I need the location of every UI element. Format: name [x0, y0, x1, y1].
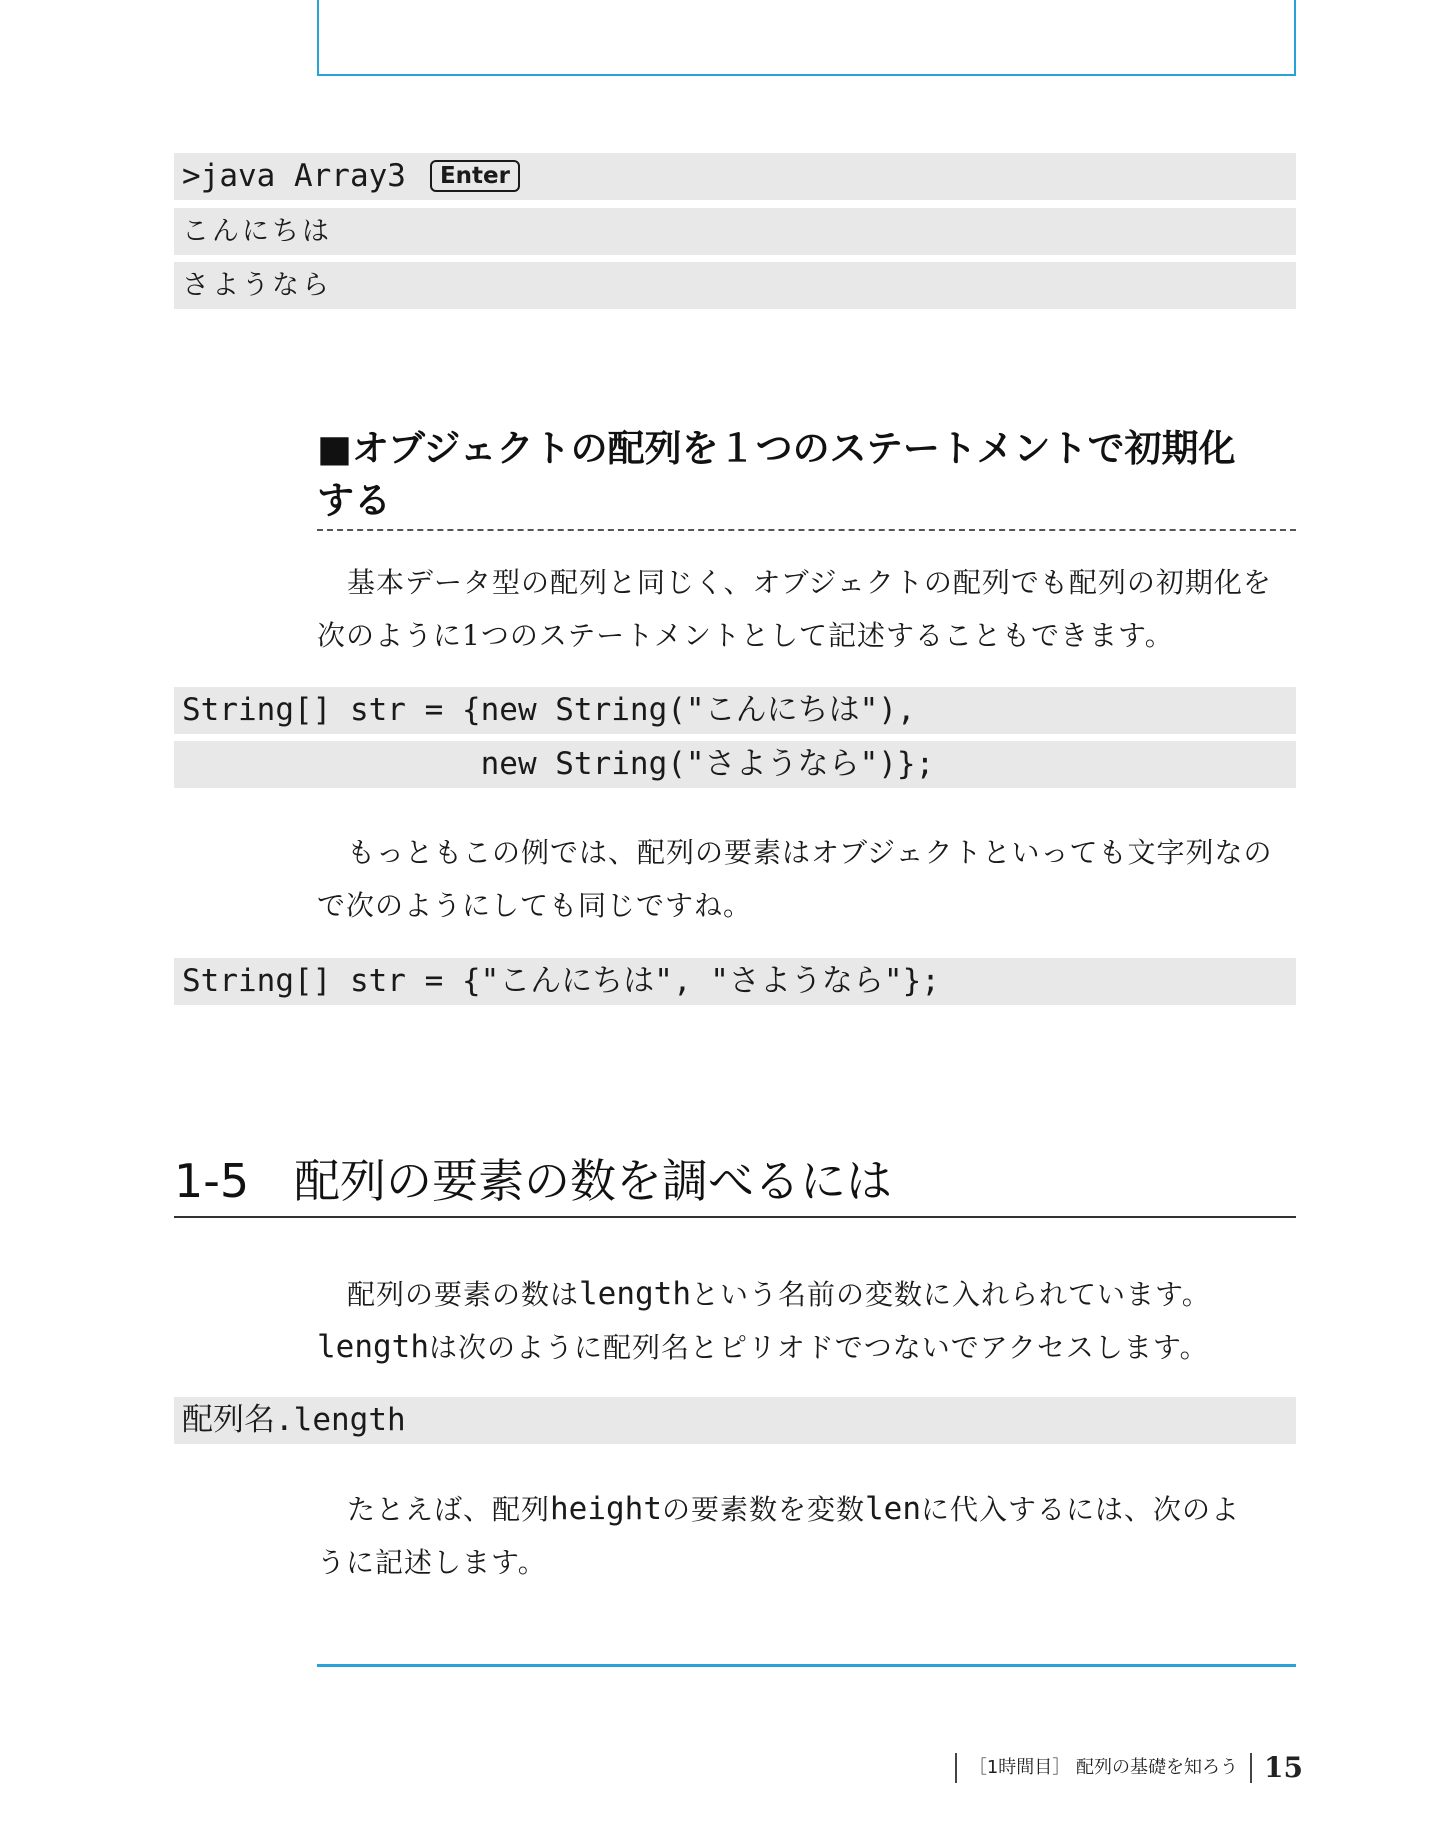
- console-output-line: さようなら: [174, 262, 1296, 309]
- section-underline: [174, 1216, 1296, 1218]
- paragraph-line: 基本データ型の配列と同じく、オブジェクトの配列でも配列の初期化を: [347, 566, 1272, 599]
- page-footer: [943, 1752, 1303, 1784]
- code-line: String[] str = {new String("こんにちは"),: [174, 687, 1296, 734]
- code-line: String[] str = {"こんにちは", "さようなら"};: [174, 958, 1296, 1005]
- body-paragraph: [317, 1483, 1296, 1589]
- console-command-row: [174, 153, 1296, 200]
- inline-code: length: [579, 1276, 691, 1312]
- body-paragraph: [317, 1268, 1296, 1374]
- paragraph-line: もっともこの例では、配列の要素はオブジェクトといっても文字列なの: [347, 836, 1273, 869]
- top-frame-box: [317, 0, 1296, 76]
- paragraph-text: に代入するには、次のよ: [921, 1493, 1241, 1526]
- paragraph-text: うに記述します。: [317, 1546, 547, 1579]
- subsection-heading-line: する: [317, 479, 391, 522]
- page-number: 15: [1264, 1751, 1303, 1784]
- dashed-divider: [317, 529, 1296, 531]
- footer-chapter-title: ［1時間目］ 配列の基礎を知ろう: [968, 1757, 1239, 1778]
- code-line: new String("さようなら")};: [174, 741, 1296, 788]
- enter-key-icon: Enter: [430, 160, 520, 192]
- body-paragraph: [317, 556, 1296, 662]
- paragraph-text: という名前の変数に入れられています。: [691, 1278, 1211, 1311]
- inline-code: len: [865, 1491, 922, 1527]
- subsection-heading: [317, 423, 1296, 527]
- section-number: 1-5: [174, 1154, 250, 1208]
- inline-code: height: [550, 1491, 662, 1527]
- paragraph-line: 次のように1つのステートメントとして記述することもできます。: [317, 619, 1174, 652]
- paragraph-text: たとえば、配列: [347, 1493, 551, 1526]
- body-paragraph: [317, 826, 1296, 932]
- paragraph-text: は次のように配列名とピリオドでつないでアクセスします。: [428, 1331, 1209, 1364]
- subsection-heading-line: ■オブジェクトの配列を１つのステートメントで初期化: [317, 427, 1236, 470]
- paragraph-text: の要素数を変数: [662, 1493, 866, 1526]
- inline-code: length: [317, 1329, 429, 1365]
- footer-separator: [955, 1753, 957, 1783]
- console-output-line: こんにちは: [174, 208, 1296, 255]
- section-heading: [174, 1150, 1296, 1212]
- bottom-divider: [317, 1664, 1296, 1667]
- code-line: 配列名.length: [174, 1397, 1296, 1444]
- paragraph-text: 配列の要素の数は: [347, 1278, 580, 1311]
- footer-separator: [1250, 1753, 1252, 1783]
- paragraph-line: で次のようにしても同じですね。: [317, 889, 753, 922]
- console-command: >java Array3: [182, 158, 406, 194]
- section-title: 配列の要素の数を調べるには: [294, 1154, 892, 1208]
